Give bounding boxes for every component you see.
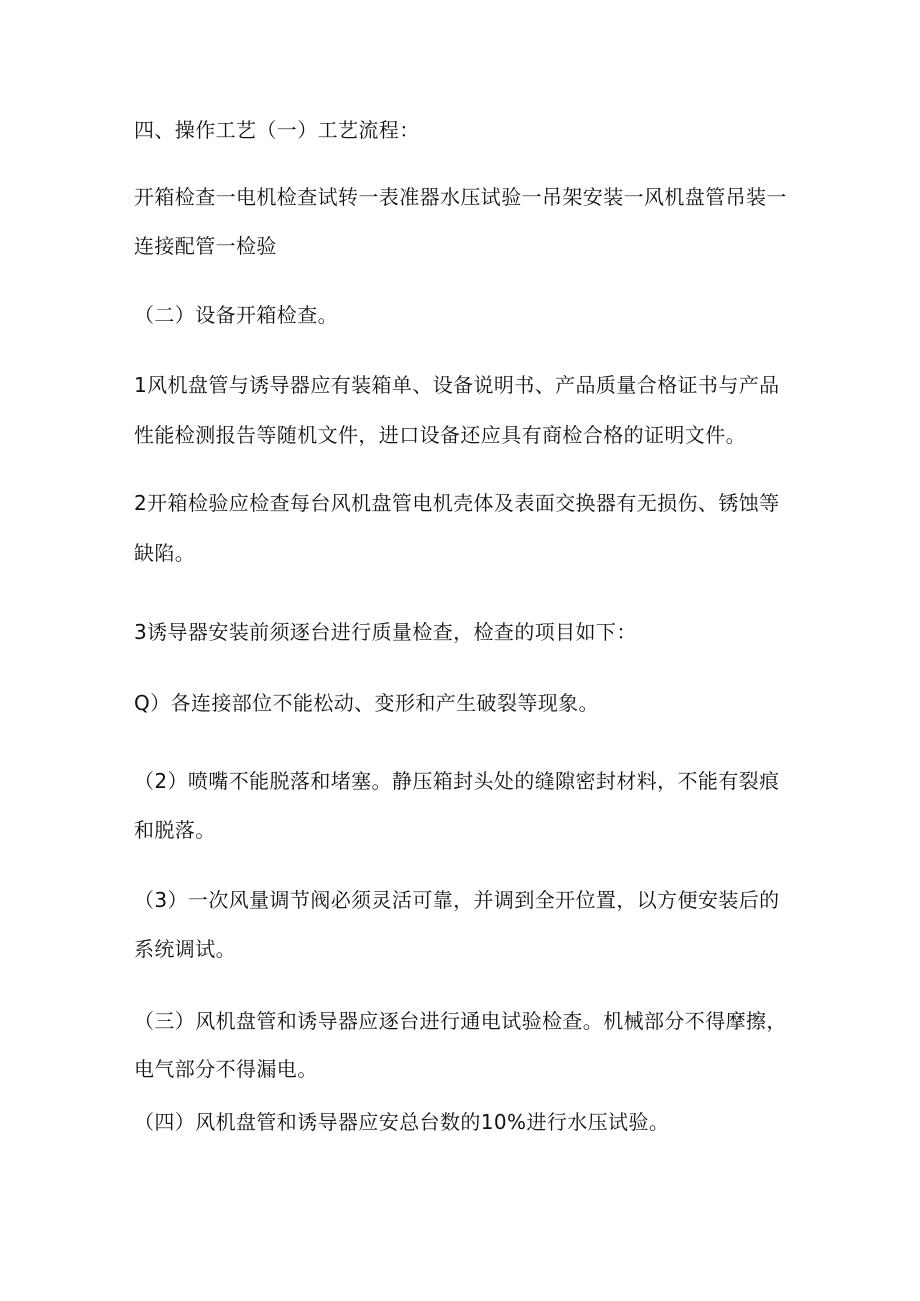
item-3-line-1: （3）一次风量调节阀必须灵活可靠，并调到全开位置，以方便安装后的: [134, 888, 780, 912]
section-heading-process: 四、操作工艺（一）工艺流程：: [134, 118, 420, 142]
process-flow-line-2: 连接配管一检验: [134, 234, 277, 258]
section-three-line-1: （三）风机盘管和诱导器应逐台进行通电试验检查。机械部分不得摩擦，: [134, 1009, 787, 1033]
process-flow-line-1: 开箱检查一电机检查试转一表准器水压试验一吊架安装一风机盘管吊装一: [134, 185, 787, 209]
paragraph-2-line-2: 缺陷。: [134, 541, 196, 565]
item-2-line-2: 和脱落。: [134, 818, 216, 842]
item-2-line-1: （2）喷嘴不能脱落和堵塞。静压箱封头处的缝隙密封材料，不能有裂痕: [134, 769, 780, 793]
section-three-line-2: 电气部分不得漏电。: [134, 1057, 318, 1081]
paragraph-2-line-1: 2开箱检验应检查每台风机盘管电机壳体及表面交换器有无损伤、锈蚀等: [134, 491, 780, 515]
item-q-line-1: Q）各连接部位不能松动、变形和产生破裂等现象。: [134, 691, 599, 715]
paragraph-3-line-1: 3诱导器安装前须逐台进行质量检查，检查的项目如下：: [134, 620, 637, 644]
paragraph-1-line-2: 性能检测报告等随机文件，进口设备还应具有商检合格的证明文件。: [134, 423, 746, 447]
section-heading-inspection: （二）设备开箱检查。: [134, 303, 338, 327]
item-3-line-2: 系统调试。: [134, 937, 236, 961]
section-four-line-1: （四）风机盘管和诱导器应安总台数的10%进行水压试验。: [134, 1110, 670, 1134]
paragraph-1-line-1: 1风机盘管与诱导器应有装箱单、设备说明书、产品质量合格证书与产品: [134, 373, 780, 397]
